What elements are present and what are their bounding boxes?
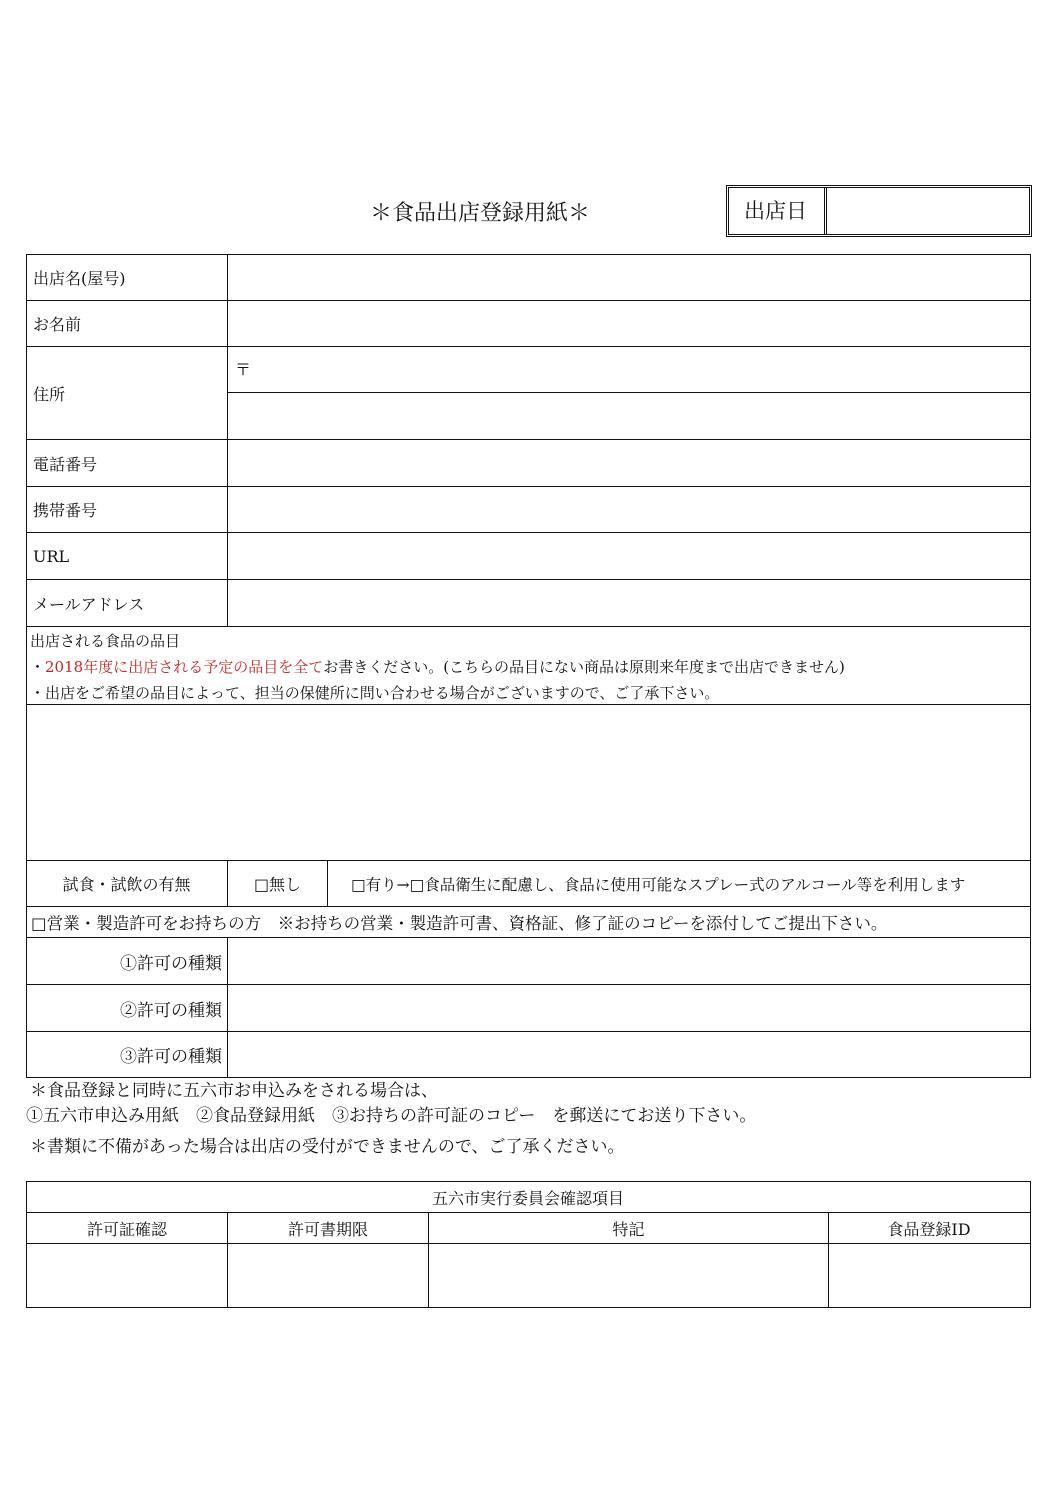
committee-col-permit-check: 許可証確認 bbox=[86, 1219, 167, 1239]
items-note-2: ・出店をご希望の品目によって、担当の保健所に問い合わせる場合がございますので、ご了承下さい。 bbox=[30, 684, 720, 702]
permit-3-label: ③許可の種類 bbox=[120, 1047, 222, 1067]
note-line-2: ①五六市申込み用紙 ②食品登録用紙 ③お持ちの許可証のコピー を郵送にてお送り下さい。 bbox=[26, 1106, 757, 1126]
committee-title: 五六市実行委員会確認項目 bbox=[431, 1188, 624, 1208]
permit-2-input[interactable] bbox=[229, 985, 1029, 1031]
items-instructions bbox=[30, 628, 1025, 702]
shop-name-input[interactable] bbox=[229, 255, 1029, 300]
mobile-label: 携帯番号 bbox=[33, 501, 98, 520]
shop-name-label: 出店名(屋号) bbox=[33, 269, 126, 288]
note-line-3: ＊書類に不備があった場合は出店の受付ができませんので、ご了承ください。 bbox=[30, 1137, 625, 1157]
tasting-yes-checkbox[interactable]: □有り→□食品衛生に配慮し、食品に使用可能なスプレー式のアルコール等を利用します bbox=[351, 875, 966, 894]
url-label: URL bbox=[33, 546, 70, 566]
permit-notice-checkbox[interactable]: □営業・製造許可をお持ちの方 ※お持ちの営業・製造許可書、資格証、修了証のコピーを添付してご提出下さい。 bbox=[31, 914, 888, 933]
note-line-1: ＊食品登録と同時に五六市お申込みをされる場合は、 bbox=[30, 1081, 438, 1101]
committee-col-permit-expiry: 許可書期限 bbox=[287, 1219, 368, 1239]
address-input[interactable] bbox=[229, 393, 1029, 439]
permit-3-input[interactable] bbox=[229, 1032, 1029, 1077]
mobile-input[interactable] bbox=[229, 487, 1029, 532]
page-title: ＊食品出店登録用紙＊ bbox=[369, 201, 590, 226]
committee-permit-expiry-input[interactable] bbox=[228, 1244, 428, 1307]
date-label: 出店日 bbox=[727, 187, 827, 235]
items-note-1: ・2018年度に出店される予定の品目を全てお書きください。(こちらの品目にない商品は原則来年度まで出店できません) bbox=[30, 658, 845, 676]
postal-mark: 〒 bbox=[235, 360, 252, 379]
url-input[interactable] bbox=[229, 533, 1029, 579]
name-label: お名前 bbox=[33, 315, 82, 334]
committee-food-id-input[interactable] bbox=[829, 1244, 1029, 1307]
permit-1-label: ①許可の種類 bbox=[120, 953, 222, 974]
postal-code-input[interactable] bbox=[229, 347, 1029, 392]
tasting-none-checkbox[interactable]: □無し bbox=[253, 875, 302, 894]
phone-label: 電話番号 bbox=[33, 454, 98, 474]
committee-col-food-id: 食品登録ID bbox=[887, 1219, 971, 1239]
email-label: メールアドレス bbox=[33, 594, 145, 614]
name-input[interactable] bbox=[229, 301, 1029, 346]
address-label: 住所 bbox=[33, 384, 66, 404]
permit-2-label: ②許可の種類 bbox=[120, 1000, 222, 1021]
email-input[interactable] bbox=[229, 580, 1029, 626]
committee-notes-input[interactable] bbox=[429, 1244, 828, 1307]
committee-permit-check-input[interactable] bbox=[27, 1244, 227, 1307]
date-field[interactable] bbox=[832, 190, 1026, 232]
permit-1-input[interactable] bbox=[229, 938, 1029, 984]
items-textarea[interactable] bbox=[27, 705, 1029, 860]
phone-input[interactable] bbox=[229, 440, 1029, 486]
items-heading: 出店される食品の品目 bbox=[30, 632, 181, 650]
committee-col-notes: 特記 bbox=[612, 1219, 645, 1239]
tasting-label: 試食・試飲の有無 bbox=[62, 875, 191, 894]
